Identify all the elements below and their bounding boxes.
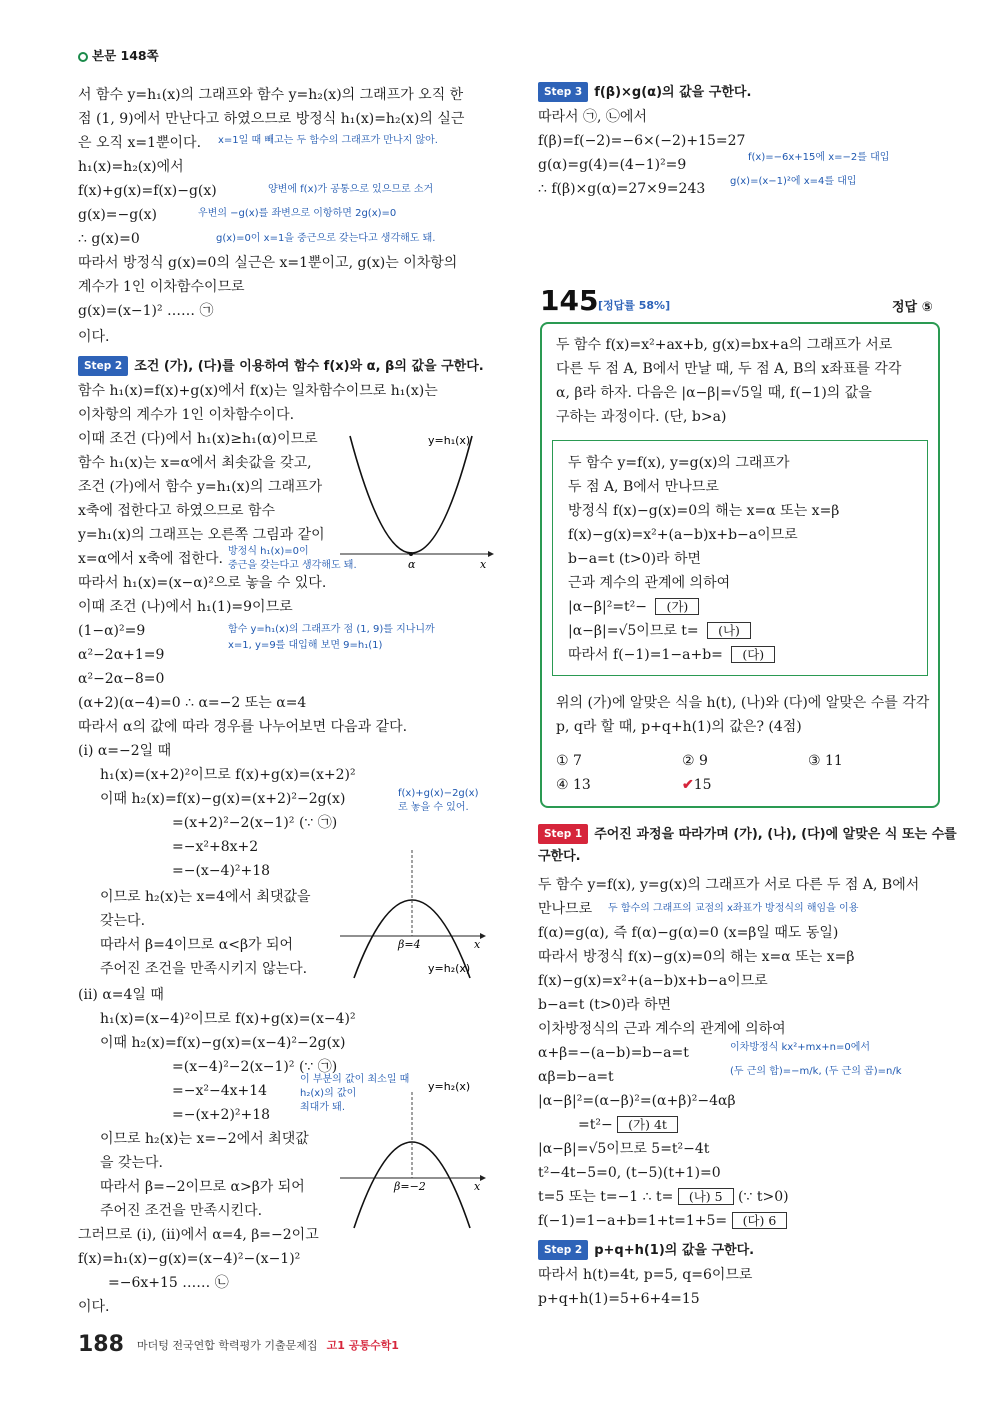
blank-box-ga: (가) [655, 598, 699, 615]
axis-arrow [480, 933, 486, 939]
text-line: =−x²+8x+2 [172, 839, 259, 855]
text-line: g(x)=−g(x) [78, 207, 158, 223]
annotation: 로 놓을 수 있어. [398, 802, 469, 813]
text-line: 이때 h₂(x)=f(x)−g(x)=(x−4)²−2g(x) [100, 1035, 346, 1051]
text-line: 다른 두 점 A, B에서 만날 때, 두 점 A, B의 x좌표를 각각 [556, 361, 902, 377]
text-line: h₁(x)=h₂(x)에서 [78, 159, 184, 175]
text-line: g(x)=(x−1)² …… ㉠ [78, 303, 214, 319]
answer-box-ga: (가) 4t [617, 1116, 678, 1133]
check-icon: ✔ [682, 777, 694, 793]
text-line: =−6x+15 …… ㉡ [108, 1275, 229, 1291]
annotation: 방정식 h₁(x)=0이 [228, 546, 309, 557]
annotation: f(x)+g(x)−2g(x) [398, 788, 479, 799]
annotation: f(x)=−6x+15에 x=−2를 대입 [748, 152, 890, 163]
text-line: 이차항의 계수가 1인 이차함수이다. [78, 407, 295, 423]
text-line: 이므로 h₂(x)는 x=4에서 최댓값을 [100, 889, 311, 905]
step-badge: Step 3 [538, 82, 588, 102]
graph-h2-case1 [340, 840, 500, 980]
step-heading: Step 3 f(β)×g(α)의 값을 구한다. [538, 82, 751, 102]
step-badge: Step 1 [538, 824, 588, 844]
correct-rate: [정답률 58%] [598, 299, 671, 312]
text-line: x축에 접한다고 하였으므로 함수 [78, 503, 276, 519]
annotation: 두 함수의 그래프의 교점의 x좌표가 방정식의 해임을 이용 [608, 903, 859, 914]
text-line: 이때 조건 (다)에서 h₁(x)≥h₁(α)이므로 [78, 431, 318, 447]
text-line: 이차방정식의 근과 계수의 관계에 의하여 [538, 1021, 786, 1037]
text-line: 은 오직 x=1뿐이다. [78, 135, 202, 151]
text-line: (ⅱ) α=4일 때 [78, 987, 164, 1003]
text-line: 함수 h₁(x)는 x=α에서 최솟값을 갖고, [78, 455, 312, 471]
text-line: h₁(x)=(x+2)²이므로 f(x)+g(x)=(x+2)² [100, 767, 356, 783]
text-line: αβ=b−a=t [538, 1069, 614, 1085]
blank-box-da: (다) [731, 646, 775, 663]
text-line: 계수가 1인 이차함수이므로 [78, 279, 245, 295]
text-line: f(x)−g(x)=x²+(a−b)x+b−a이므로 [538, 973, 768, 989]
text-line: ∴ g(x)=0 [78, 231, 140, 247]
text-line: |α−β|²=t²− (가) [568, 598, 699, 616]
text-line: (1−α)²=9 [78, 623, 146, 639]
text-line: t²−4t−5=0, (t−5)(t+1)=0 [538, 1165, 721, 1181]
page-number: 188 [78, 1332, 124, 1357]
text-line: f(x)=h₁(x)−g(x)=(x−4)²−(x−1)² [78, 1251, 301, 1267]
grade-label: 고1 공통수학1 [326, 1339, 399, 1352]
text-line: 두 점 A, B에서 만나므로 [568, 479, 719, 495]
text-line: =t²− (가) 4t [578, 1116, 678, 1134]
choices [556, 752, 936, 796]
text-line: f(−1)=1−a+b=1+t=1+5= (다) 6 [538, 1212, 787, 1230]
text-line: =(x+2)²−2(x−1)² (∵ ㉠) [172, 815, 338, 831]
text-line: 두 함수 f(x)=x²+ax+b, g(x)=bx+a의 그래프가 서로 [556, 337, 893, 353]
text-line: b−a=t (t>0)라 하면 [568, 551, 702, 567]
annotation: (두 근의 합)=−m/k, (두 근의 곱)=n/k [730, 1066, 902, 1077]
graph-label: y=h₁(x) [428, 434, 471, 447]
annotation: 이차방정식 kx²+mx+n=0에서 [730, 1042, 871, 1053]
page-footer [78, 1332, 399, 1357]
text-line: 따라서 방정식 f(x)−g(x)=0의 해는 x=α 또는 x=β [538, 949, 855, 965]
annotation: x=1일 때 빼고는 두 함수의 그래프가 만나지 않아. [218, 135, 438, 146]
text-line: 따라서 β=−2이므로 α>β가 되어 [100, 1179, 305, 1195]
step-heading: Step 1 주어진 과정을 따라가며 (가), (나), (다)에 알맞은 식 또는 수를 [538, 824, 957, 844]
text-line: 두 함수 y=f(x), y=g(x)의 그래프가 서로 다른 두 점 A, B에서 [538, 877, 920, 893]
text-line: 구하는 과정이다. (단, b>a) [556, 409, 727, 425]
choice-5[interactable]: ✔15 [682, 777, 712, 793]
annotation: g(x)=(x−1)²에 x=4를 대입 [730, 176, 857, 187]
parabola-curve [350, 436, 472, 553]
annotation: 함수 y=h₁(x)의 그래프가 점 (1, 9)를 지나니까 [228, 624, 435, 635]
text-line: 근과 계수의 관계에 의하여 [568, 575, 731, 591]
annotation: 최대가 돼. [300, 1102, 345, 1113]
graph-h1 [340, 430, 500, 570]
text-line: t=5 또는 t=−1 ∴ t= (나) 5 (∵ t>0) [538, 1189, 789, 1205]
tick-label: β=4 [398, 938, 421, 951]
annotation: 중근을 갖는다고 생각해도 돼. [228, 560, 357, 571]
annotation: x=1, y=9를 대입해 보면 9=h₁(1) [228, 640, 383, 651]
text-line: 따라서 f(−1)=1−a+b= (다) [568, 646, 775, 664]
text-line: =(x−4)²−2(x−1)² (∵ ㉠) [172, 1059, 338, 1075]
answer-box-na: (나) 5 [678, 1188, 734, 1205]
answer-label: 정답 ⑤ [892, 300, 933, 315]
text-line: h₁(x)=(x−4)²이므로 f(x)+g(x)=(x−4)² [100, 1011, 356, 1027]
text-line: α²−2α−8=0 [78, 671, 165, 687]
text-line: 이므로 h₂(x)는 x=−2에서 최댓값 [100, 1131, 309, 1147]
text-line: f(α)=g(α), 즉 f(α)−g(α)=0 (x=β일 때도 동일) [538, 925, 839, 941]
text-line: p, q라 할 때, p+q+h(1)의 값은? (4점) [556, 719, 802, 735]
text-line: 그러므로 (ⅰ), (ⅱ)에서 α=4, β=−2이고 [78, 1227, 319, 1243]
tangent-point [409, 552, 413, 556]
text-line: 따라서 h₁(x)=(x−α)²으로 놓을 수 있다. [78, 575, 327, 591]
step-badge: Step 2 [538, 1240, 588, 1260]
text-line: |α−β|=√5이므로 t= (나) [568, 622, 751, 640]
text-line: =−x²−4x+14 [172, 1083, 268, 1099]
text-line: b−a=t (t>0)라 하면 [538, 997, 672, 1013]
page-header: 본문 148쪽 [78, 46, 159, 64]
graph-label: y=h₂(x) [428, 1080, 471, 1093]
step-badge: Step 2 [78, 356, 128, 376]
text-line: |α−β|²=(α−β)²=(α+β)²−4αβ [538, 1093, 736, 1109]
circle-icon [78, 52, 88, 62]
axis-arrow [488, 551, 494, 557]
step-heading: Step 2 조건 (가), (다)를 이용하여 함수 f(x)와 α, β의 값을 구한다. [78, 356, 484, 376]
text-line: f(x)−g(x)=x²+(a−b)x+b−a이므로 [568, 527, 798, 543]
axis-label: x [474, 938, 481, 951]
text-line: 만나므로 [538, 901, 593, 917]
text-line: 주어진 조건을 만족시킨다. [100, 1203, 263, 1219]
text-line: g(α)=g(4)=(4−1)²=9 [538, 157, 687, 173]
tick-label: β=−2 [394, 1180, 426, 1193]
text-line: =−(x−4)²+18 [172, 863, 271, 879]
axis-arrow [480, 1175, 486, 1181]
text-line: 주어진 조건을 만족시키지 않는다. [100, 961, 308, 977]
text-line: 을 갖는다. [100, 1155, 163, 1171]
text-line: (α+2)(α−4)=0 ∴ α=−2 또는 α=4 [78, 695, 307, 711]
text-line: 갖는다. [100, 913, 146, 929]
annotation: g(x)=0이 x=1을 중근으로 갖는다고 생각해도 돼. [216, 233, 436, 244]
text-line: 따라서 방정식 g(x)=0의 실근은 x=1뿐이고, g(x)는 이차항의 [78, 255, 458, 271]
annotation: h₂(x)의 값이 [300, 1088, 357, 1099]
book-title: 마더텅 전국연합 학력평가 기출문제집 [137, 1339, 318, 1352]
text-line: 이때 조건 (나)에서 h₁(1)=9이므로 [78, 599, 293, 615]
problem-number: 145 [540, 284, 599, 317]
text-line: 서 함수 y=h₁(x)의 그래프와 함수 y=h₂(x)의 그래프가 오직 한 [78, 87, 464, 103]
answer-box-da: (다) 6 [732, 1212, 788, 1229]
axis-label: x [480, 558, 487, 571]
axis-label: x [474, 1180, 481, 1193]
text-line: 조건 (가)에서 함수 y=h₁(x)의 그래프가 [78, 479, 323, 495]
graph-h2-case2 [340, 1080, 500, 1230]
text-line: ∴ f(β)×g(α)=27×9=243 [538, 181, 706, 197]
text-line: y=h₁(x)의 그래프는 오른쪽 그림과 같이 [78, 527, 325, 543]
text-line: x=α에서 x축에 접한다. [78, 551, 223, 567]
graph-label: y=h₂(x) [428, 962, 471, 975]
text-line: 따라서 β=4이므로 α<β가 되어 [100, 937, 294, 953]
text-line: 이때 h₂(x)=f(x)−g(x)=(x+2)²−2g(x) [100, 791, 346, 807]
text-line: 점 (1, 9)에서 만난다고 하였으므로 방정식 h₁(x)=h₂(x)의 실근 [78, 111, 465, 127]
step-heading-cont: 구한다. [538, 849, 581, 864]
text-line: |α−β|=√5이므로 5=t²−4t [538, 1141, 710, 1157]
blank-box-na: (나) [707, 622, 751, 639]
text-line: α+β=−(a−b)=b−a=t [538, 1045, 689, 1061]
tick-label: α [408, 558, 416, 571]
text-line: (ⅰ) α=−2일 때 [78, 743, 172, 759]
annotation: 이 부분의 값이 최소일 때 [300, 1074, 410, 1085]
text-line: 따라서 α의 값에 따라 경우를 나누어보면 다음과 같다. [78, 719, 408, 735]
text-line: 위의 (가)에 알맞은 식을 h(t), (나)와 (다)에 알맞은 수를 각각 [556, 695, 930, 711]
choice-3[interactable]: ③ 11 [808, 753, 843, 769]
text-line: f(x)+g(x)=f(x)−g(x) [78, 183, 217, 199]
text-line: α²−2α+1=9 [78, 647, 165, 663]
annotation: 양변에 f(x)가 공통으로 있으므로 소거 [268, 184, 434, 195]
text-line: =−(x+2)²+18 [172, 1107, 271, 1123]
text-line: p+q+h(1)=5+6+4=15 [538, 1291, 700, 1307]
text-line: 따라서 h(t)=4t, p=5, q=6이므로 [538, 1267, 753, 1283]
text-line: f(β)=f(−2)=−6×(−2)+15=27 [538, 133, 746, 149]
text-line: 이다. [78, 329, 110, 345]
text-line: 이다. [78, 1299, 110, 1315]
choice-1[interactable]: ① 7 [556, 753, 582, 769]
choice-4[interactable]: ④ 13 [556, 777, 591, 793]
choice-2[interactable]: ② 9 [682, 753, 708, 769]
text-line: α, β라 하자. 다음은 |α−β|=√5일 때, f(−1)의 값을 [556, 385, 872, 401]
text-line: 따라서 ㉠, ㉡에서 [538, 109, 647, 125]
text-line: 두 함수 y=f(x), y=g(x)의 그래프가 [568, 455, 790, 471]
text-line: 방정식 f(x)−g(x)=0의 해는 x=α 또는 x=β [568, 503, 840, 519]
text-line: 함수 h₁(x)=f(x)+g(x)에서 f(x)는 일차함수이므로 h₁(x)는 [78, 383, 438, 399]
step-heading: Step 2 p+q+h(1)의 값을 구한다. [538, 1240, 754, 1260]
annotation: 우변의 −g(x)를 좌변으로 이항하면 2g(x)=0 [198, 208, 397, 219]
